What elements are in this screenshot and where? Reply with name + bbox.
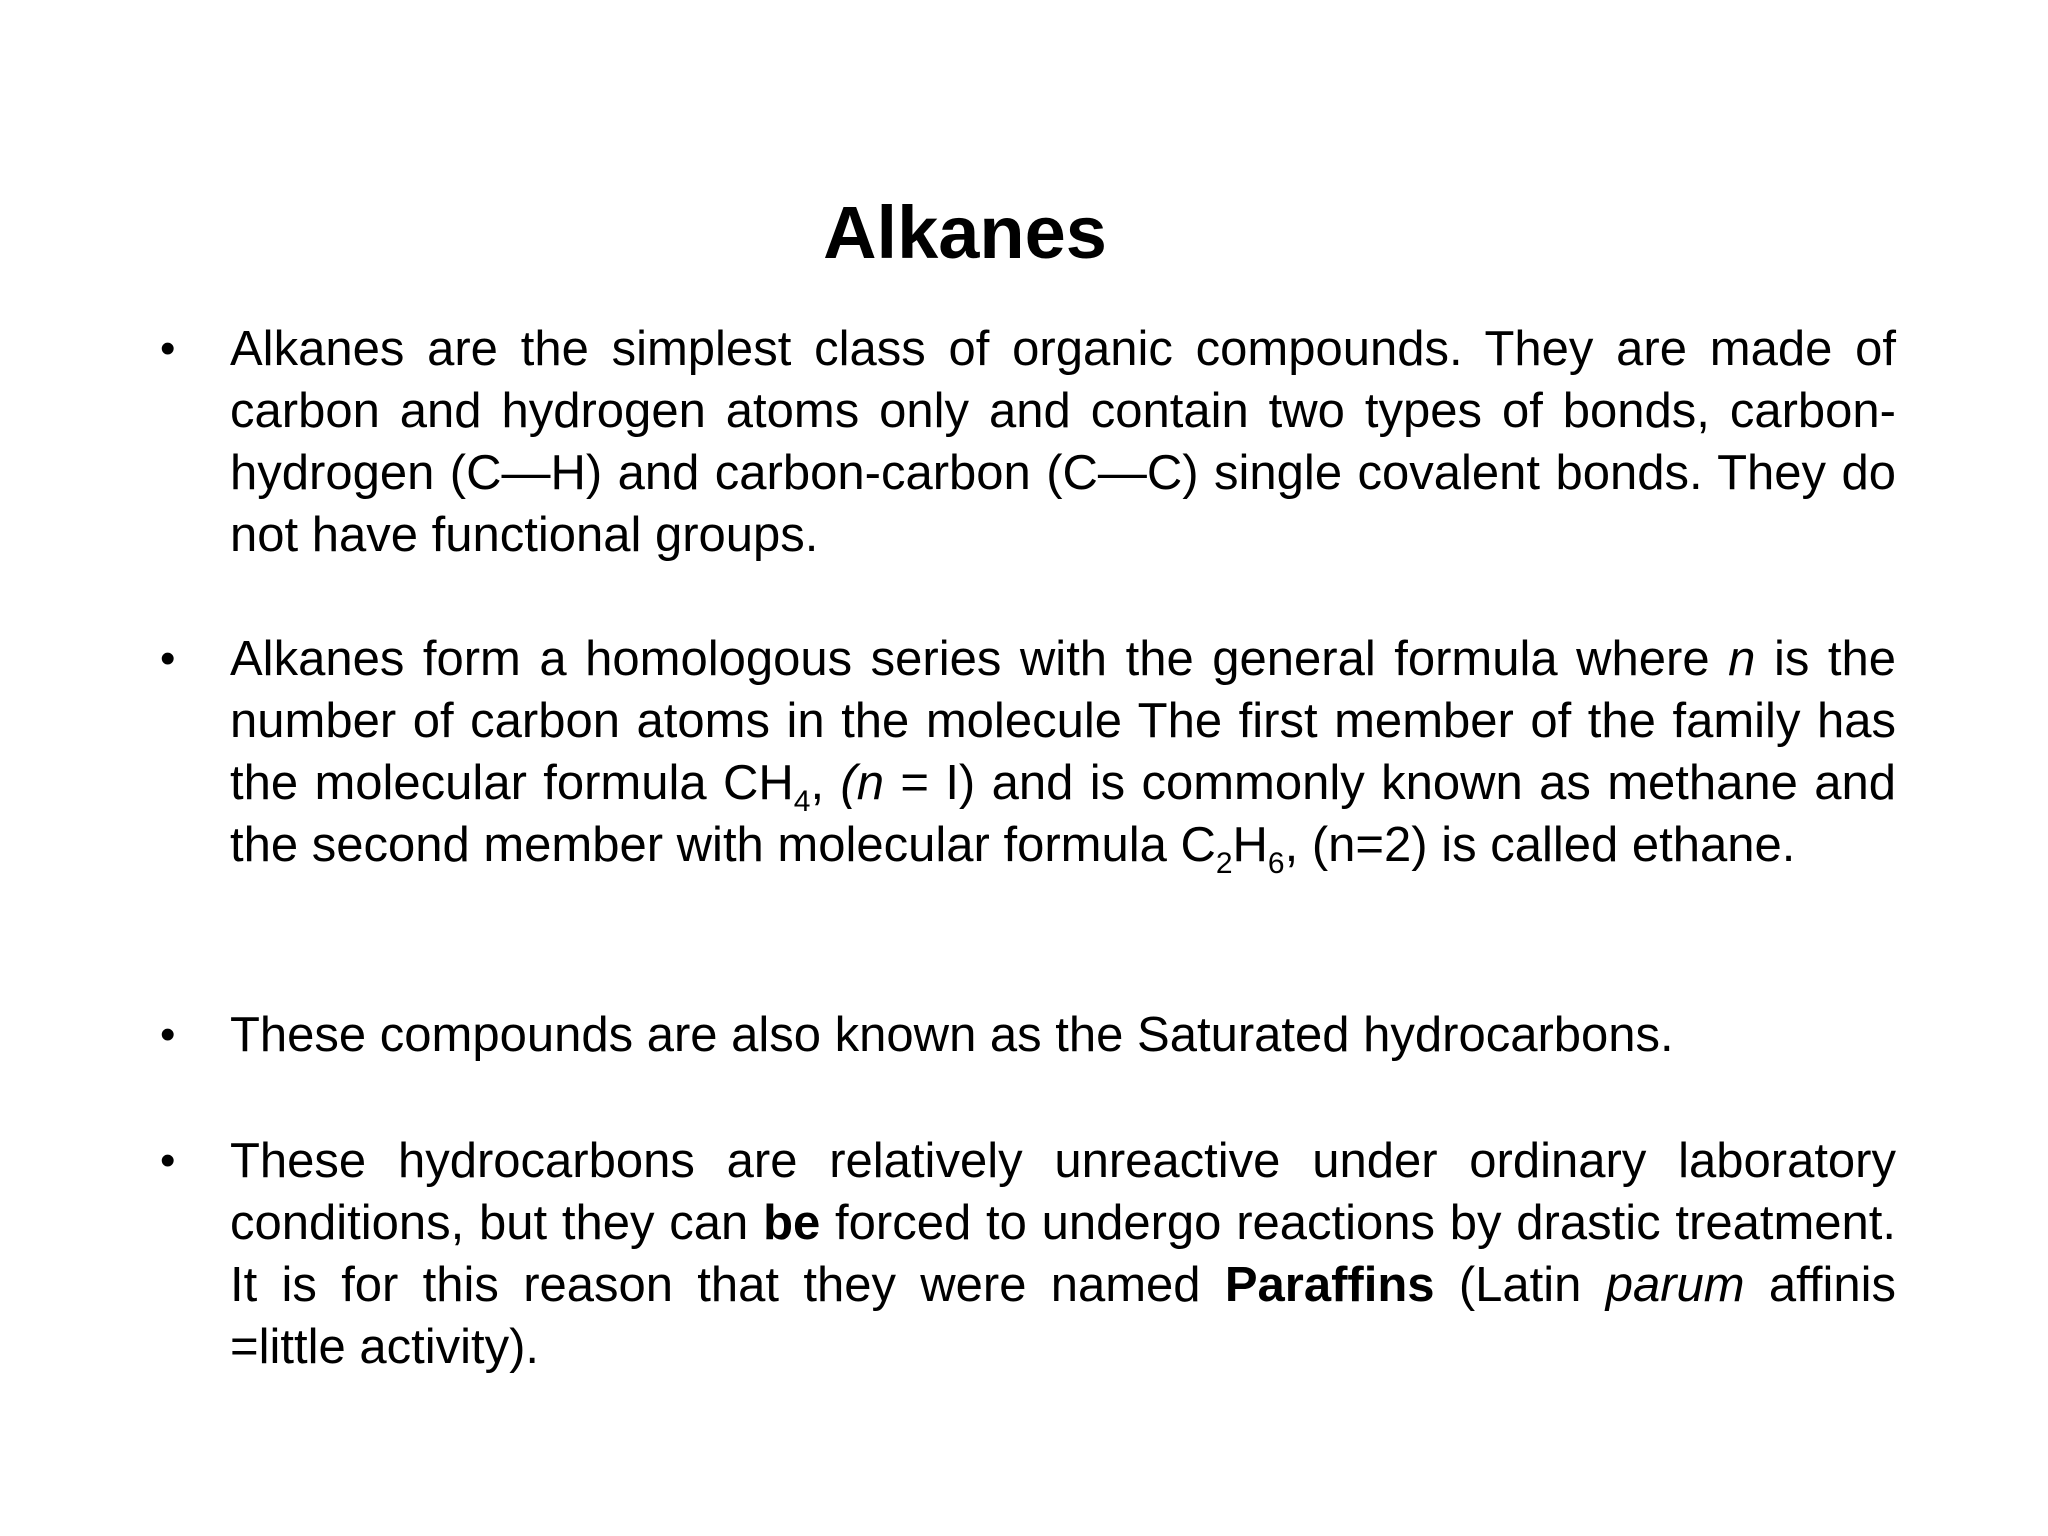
- variable-n-equation: (n: [840, 756, 884, 810]
- bullet-2-text-c: ,: [810, 756, 841, 810]
- bullet-2-text-d: = I) and is commonly known as methane and the second member with molecular formula C: [230, 756, 1896, 872]
- variable-n: n: [1728, 632, 1756, 686]
- bullet-2-text-b: is the number of carbon atoms in the molecule The first member of the family has the molecular formula CH: [230, 632, 1896, 810]
- subscript-6: 6: [1267, 847, 1285, 880]
- italic-parum: parum: [1605, 1258, 1745, 1312]
- bullet-4-text-b: forced to undergo reactions by drastic treatment. It is for this reason that they were named: [230, 1196, 1896, 1312]
- bullet-2-text-a: Alkanes form a homologous series with the general formula where: [230, 632, 1729, 686]
- bold-be: be: [763, 1196, 821, 1250]
- bullet-4-text-c: (Latin: [1434, 1258, 1606, 1312]
- bullet-text: [230, 1130, 1896, 1378]
- bold-paraffins: Paraffins: [1224, 1258, 1435, 1312]
- bullet-marker: •: [160, 1010, 176, 1059]
- bullet-marker: •: [160, 634, 176, 683]
- bullet-marker: •: [160, 324, 176, 373]
- bullet-text: [230, 628, 1896, 880]
- bullet-3-text: These compounds are also known as the Saturated hydrocarbons.: [230, 1008, 1674, 1062]
- bullet-4-text-a: These hydrocarbons are relatively unreactive under ordinary laboratory conditions, but they can: [230, 1134, 1896, 1250]
- bullet-marker: •: [160, 1136, 176, 1185]
- bullet-1-text: Alkanes are the simplest class of organic compounds. They are made of carbon and hydrogen atoms only and contain two types of bonds, carbon-hydrogen (C—H) and carbon-carbon (C—C) single covalent bonds. They do not have functional groups.: [230, 322, 1896, 562]
- bullet-text: [230, 1004, 1896, 1066]
- bullet-2-text-f: , (n=2) is called ethane.: [1284, 818, 1796, 872]
- subscript-2: 2: [1215, 847, 1233, 880]
- bullet-4-text-d: affinis =little activity).: [230, 1258, 1896, 1374]
- subscript-4: 4: [793, 785, 811, 818]
- bullet-text: [230, 318, 1896, 566]
- bullet-2-text-e: H: [1232, 818, 1268, 872]
- slide-title: Alkanes: [823, 191, 1107, 274]
